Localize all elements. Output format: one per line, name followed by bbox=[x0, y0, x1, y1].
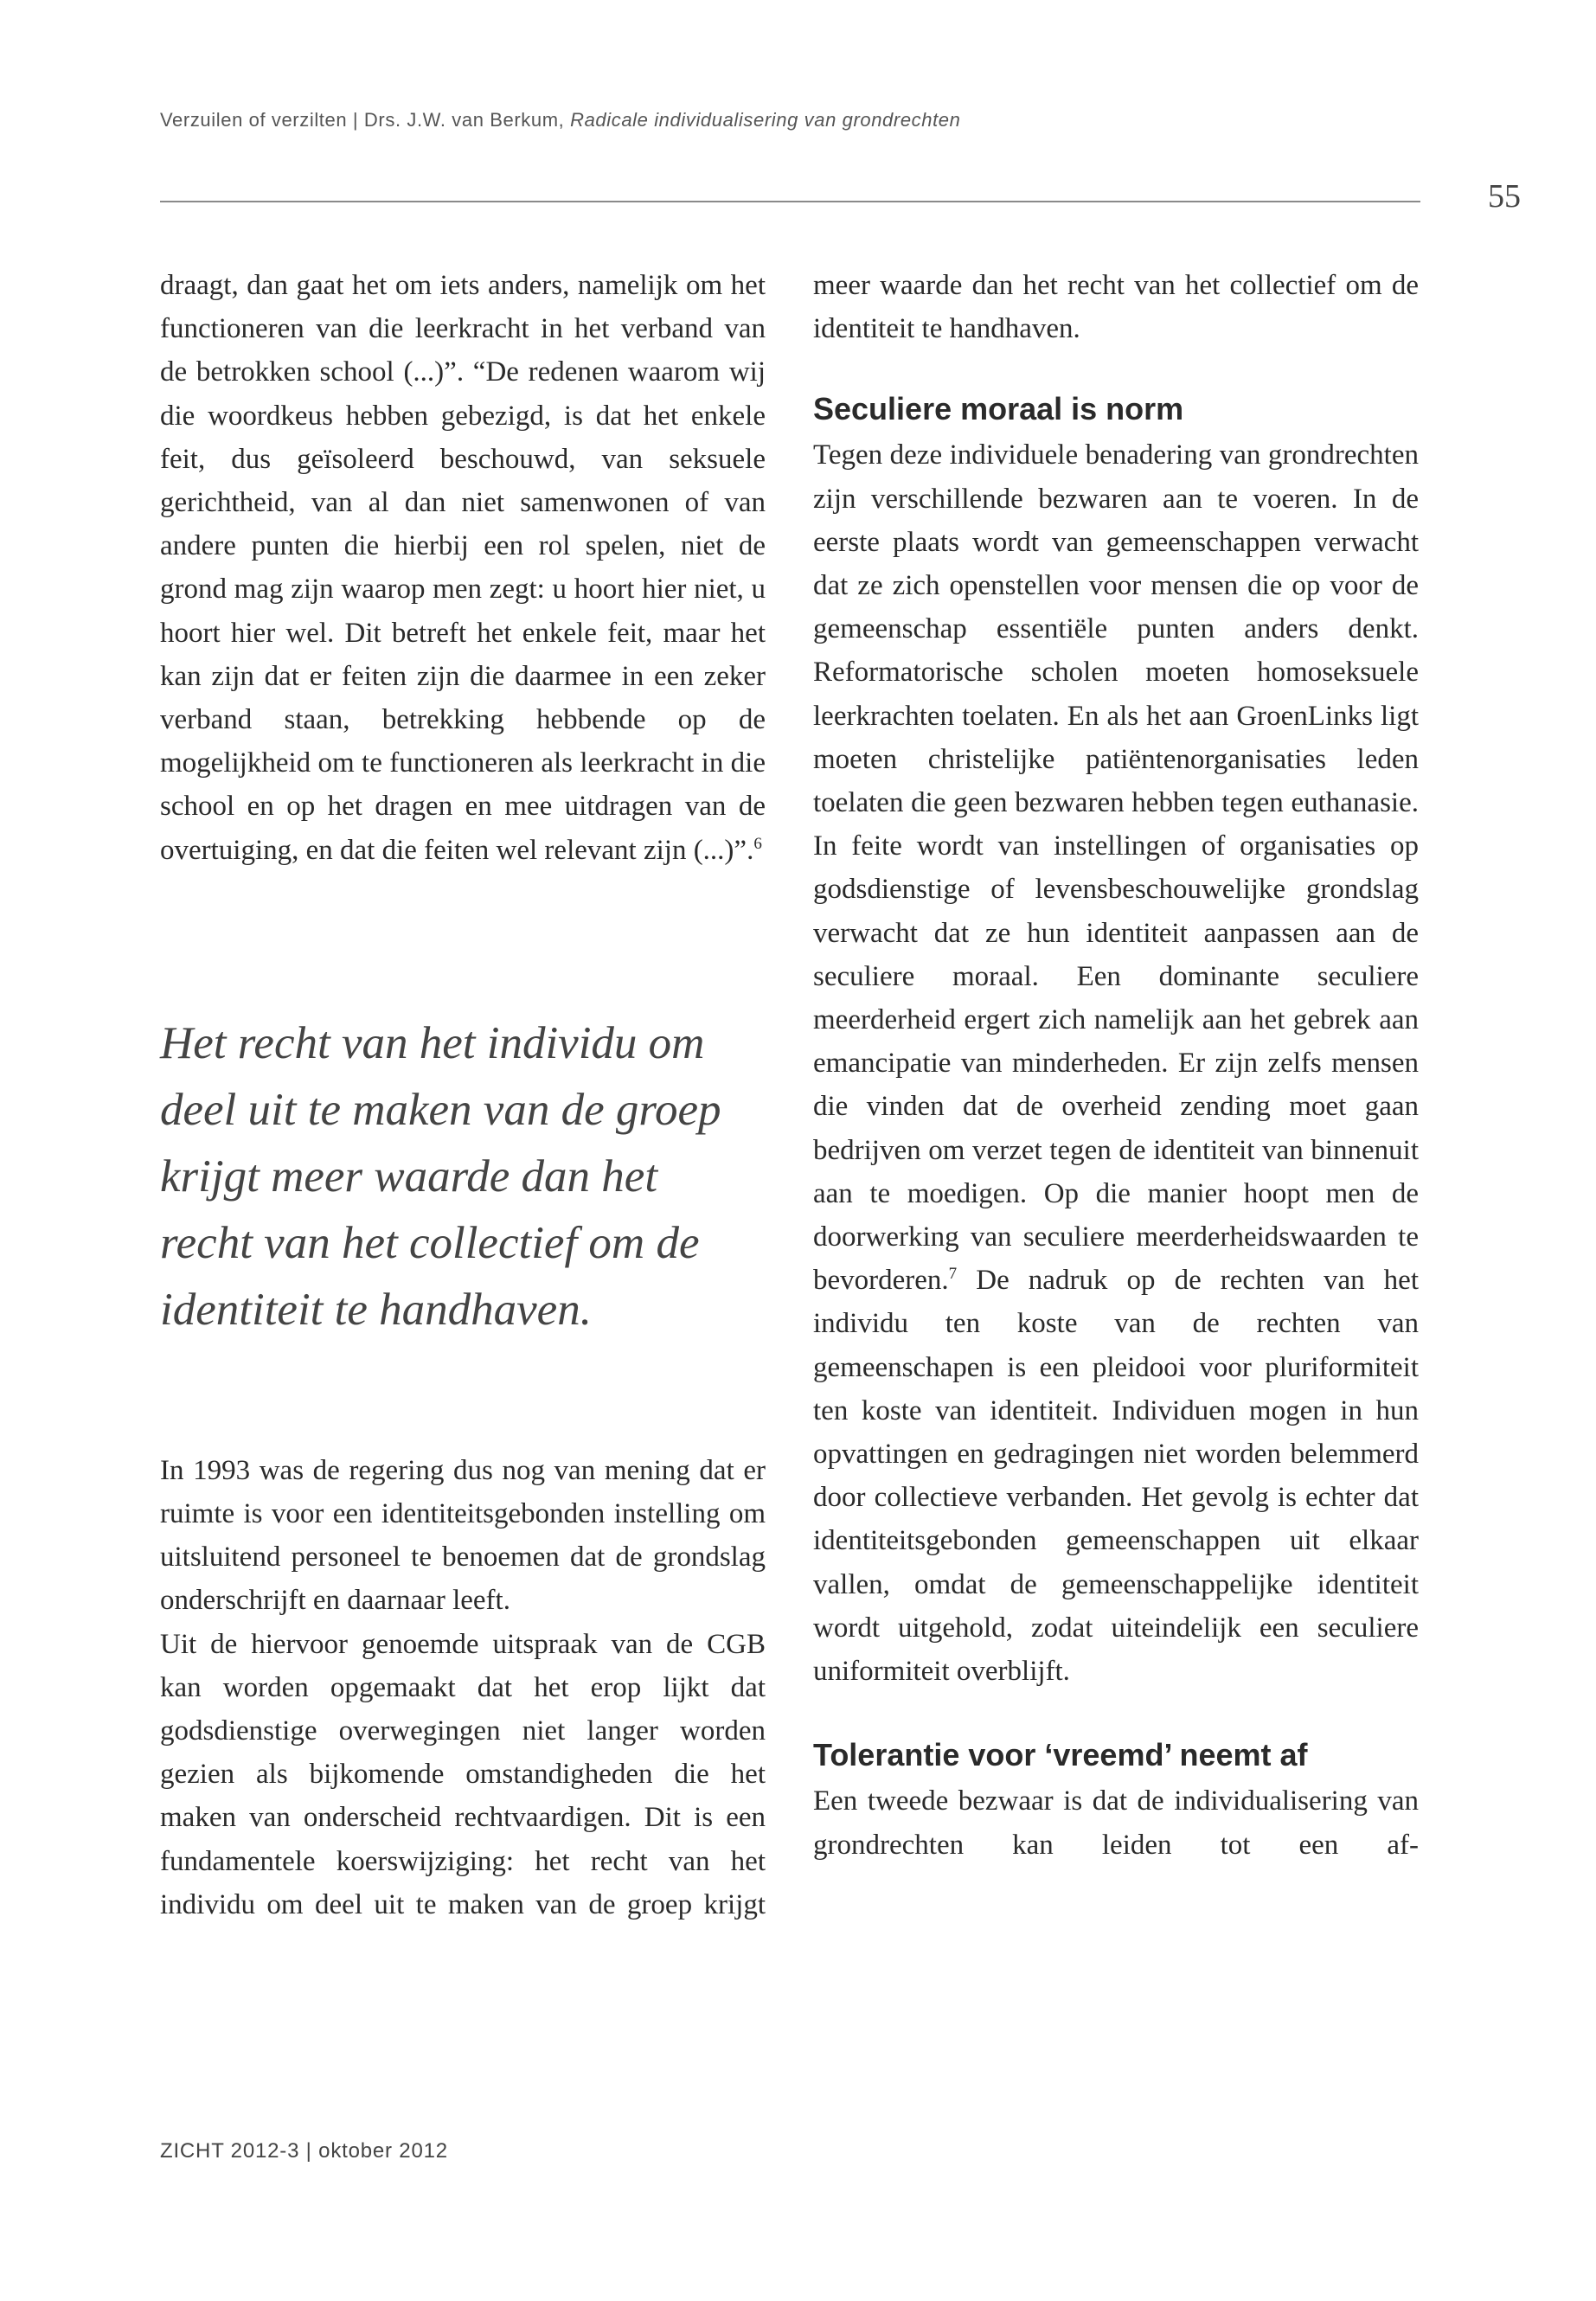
left-paragraph-1-text: draagt, dan gaat het om iets anders, namelijk om het functioneren van die leerkracht in het verband van de betrokken school (...)”. “De redenen waarom wij die woordkeus hebben gebezigd, is dat het enkele feit, dus geïsoleerd beschouwd, van seksuele gerichtheid, van al dan niet samenwonen of van andere punten die hierbij een rol spelen, niet de grond mag zijn waarop men zegt: u hoort hier niet, u hoort hier wel. Dit betreft het enkele feit, maar het kan zijn dat er feiten zijn die daarmee in een zeker verband staan, betrekking hebbende op de mogelijkheid om te functioneren als leerkracht in die school en op het dragen en mee uitdragen van de overtuiging, en dat die feiten wel relevant zijn (...)”. bbox=[160, 270, 766, 866]
pull-quote bbox=[160, 1010, 766, 1343]
header-rule bbox=[160, 201, 1420, 202]
right-paragraph-2: Een tweede bezwaar is dat de individualisering van grondrechten kan leiden tot een af- bbox=[813, 1785, 1419, 1861]
footnote-ref-7[interactable]: 7 bbox=[948, 1265, 958, 1284]
footnote-ref-6[interactable]: 6 bbox=[753, 834, 762, 853]
series-and-author: Verzuilen of verzilten | Drs. J.W. van Berkum, bbox=[160, 109, 571, 131]
pull-quote-line: deel uit te maken van de groep bbox=[160, 1084, 721, 1135]
right-paragraph-1-text-b: De nadruk op de rechten van het individu ten koste van de rechten van gemeenschapen is een pleidooi voor pluriformiteit ten koste van identiteit. Individuen mogen in hun opvattingen en gedragingen niet worden belemmerd door collectieve verbanden. Het gevolg is echter dat identiteitsgebonden gemeenschappen uit elkaar vallen, omdat de gemeenschappelijke identiteit wordt uitgehold, zodat uiteindelijk een seculiere uniformiteit overblijft. bbox=[813, 1265, 1419, 1688]
left-column bbox=[160, 264, 766, 1926]
right-paragraph-1 bbox=[813, 433, 1419, 1693]
section-heading-tolerantie: Tolerantie voor ‘vreemd’ neemt af bbox=[813, 1737, 1308, 1773]
right-column bbox=[813, 264, 1419, 1867]
pull-quote-line: krijgt meer waarde dan het bbox=[160, 1150, 658, 1202]
pull-quote-line: Het recht van het individu om bbox=[160, 1017, 705, 1068]
spacer bbox=[160, 1343, 766, 1449]
left-paragraph-2: In 1993 was de regering dus nog van mening dat er ruimte is voor een identiteitsgebonden instelling om uitsluitend personeel te benoemen dat de grondslag onderschrijft en daarnaar leeft. bbox=[160, 1454, 766, 1617]
pull-quote-line: identiteit te handhaven. bbox=[160, 1284, 592, 1335]
article-title: Radicale individualisering van grondrechten bbox=[570, 109, 961, 131]
page-number: 55 bbox=[1488, 178, 1521, 215]
left-paragraph-3: Uit de hiervoor genoemde uitspraak van de CGB kan worden opgemaakt dat het erop lijkt dat godsdienstige overwegingen niet langer worden gezien als bijkomende omstandigheden die het maken van onderscheid rechtvaardigen. Dit is een fundamentele koerswijziging: het recht van het individu om deel uit te maken van de groep krijgt bbox=[160, 1628, 766, 1920]
pull-quote-line: recht van het collectief om de bbox=[160, 1217, 700, 1268]
running-header bbox=[160, 109, 1285, 131]
section-heading-seculiere-moraal: Seculiere moraal is norm bbox=[813, 391, 1184, 427]
right-paragraph-continued: meer waarde dan het recht van het collectief om de identiteit te handhaven. bbox=[813, 270, 1419, 345]
page-footer: ZICHT 2012-3 | oktober 2012 bbox=[160, 2139, 448, 2163]
left-paragraph-1 bbox=[160, 264, 766, 872]
right-paragraph-1-text-a: Tegen deze individuele benadering van grondrechten zijn verschillende bezwaren aan te voeren. In de eerste plaats wordt van gemeenschappen verwacht dat ze zich openstellen voor mensen die op voor de gemeenschap essentiële punten anders denkt. Reformatorische scholen moeten homoseksuele leerkrachten toelaten. En als het aan GroenLinks ligt moeten christelijke patiëntenorganisaties leden toelaten die geen bezwaren hebben tegen euthanasie. In feite wordt van instellingen of organisaties op godsdienstige of levensbeschouwelijke grondslag verwacht dat ze hun identiteit aanpassen aan de seculiere moraal. Een dominante seculiere meerderheid ergert zich namelijk aan het gebrek aan emancipatie van minderheden. Er zijn zelfs mensen die vinden dat de overheid zending moet gaan bedrijven om verzet tegen de identiteit van binnenuit aan te moedigen. Op die manier hoopt men de doorwerking van seculiere meerderheidswaarden te bevorderen. bbox=[813, 439, 1419, 1297]
